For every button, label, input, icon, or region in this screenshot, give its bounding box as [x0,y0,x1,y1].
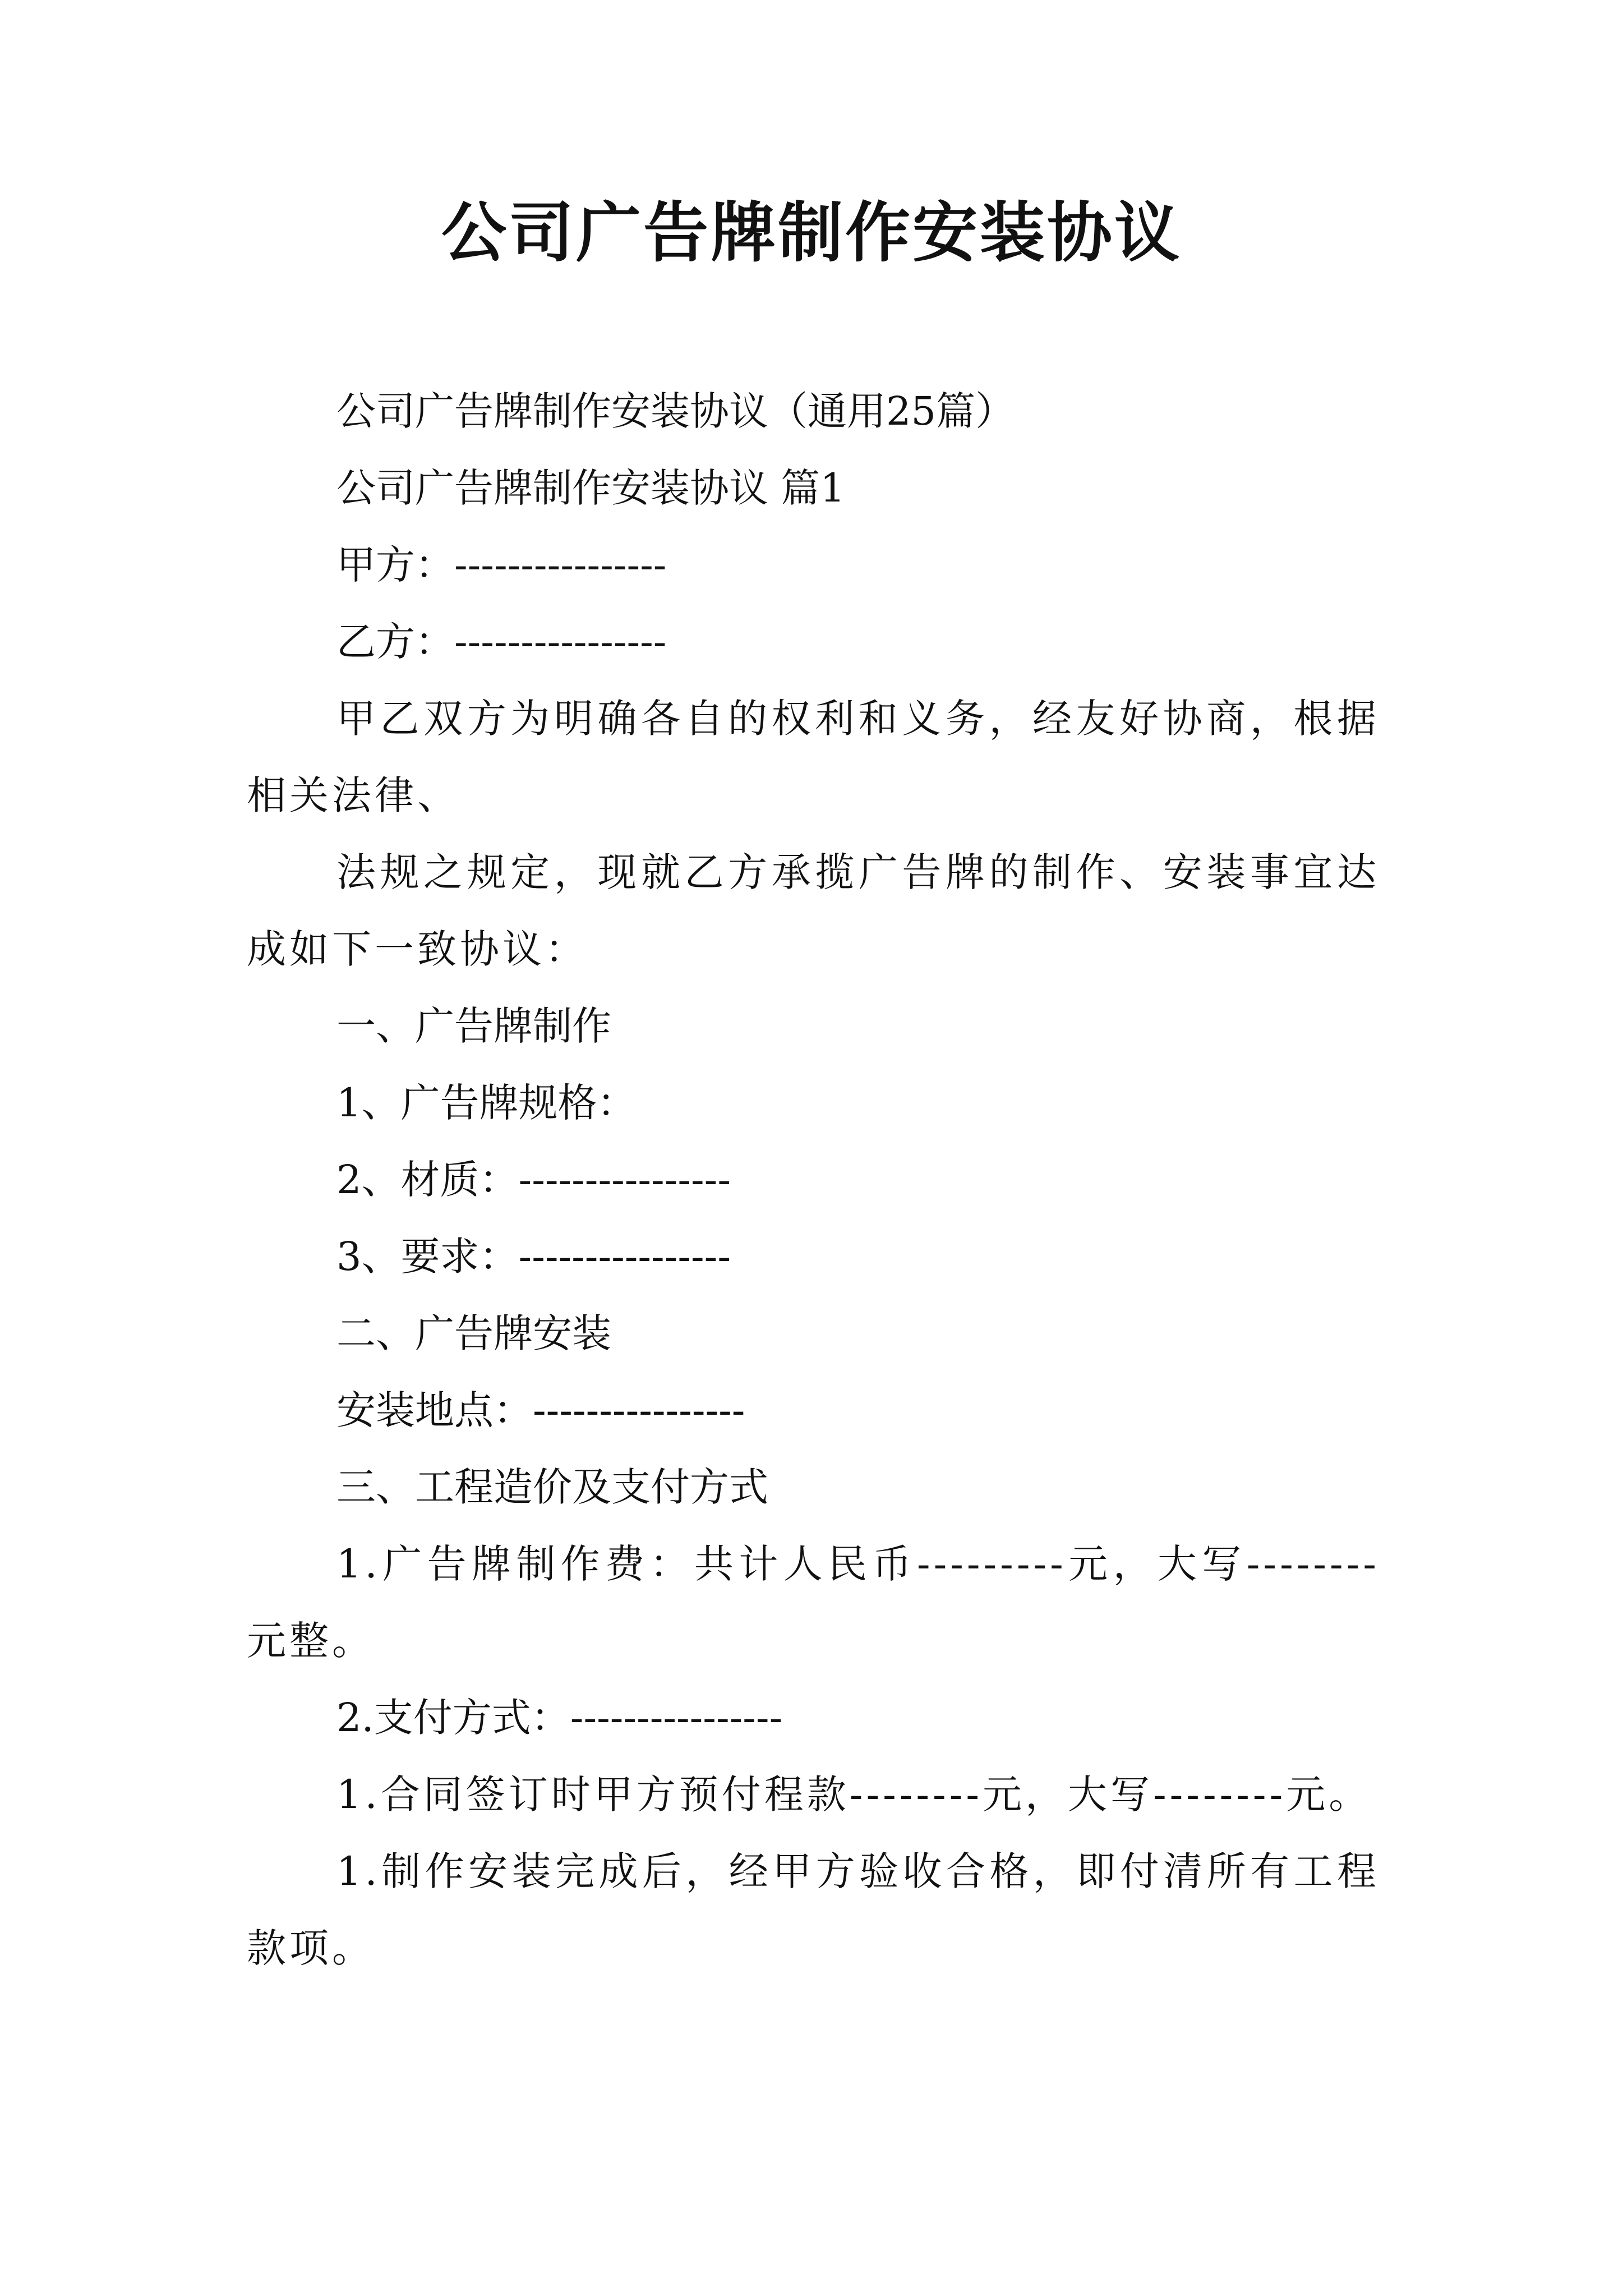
paragraph-requirements: 3、要求：---------------- [336,1234,731,1280]
paragraph-heading-payment: 三、工程造价及支付方式 [336,1464,768,1510]
paragraph-heading-installation: 二、广告牌安装 [336,1310,611,1356]
paragraph-prepayment: 1.合同签订时甲方预付程款--------元，大写--------元。 [336,1772,1372,1818]
document-body [247,373,1380,1987]
paragraph-payment-method: 2.支付方式：---------------- [336,1695,783,1741]
paragraph-heading-production: 一、广告牌制作 [336,1003,611,1049]
document-title: 公司广告牌制作安装协议 [441,195,1182,271]
paragraph-intro: 甲乙双方为明确各自的权利和义务，经友好协商，根据相关法律、 [247,696,1380,818]
paragraph-material: 2、材质：---------------- [336,1157,731,1203]
paragraph-production-fee: 1.广告牌制作费：共计人民币---------元，大写--------元整。 [247,1541,1380,1664]
paragraph-location: 安装地点：---------------- [336,1387,745,1433]
paragraph-subtitle: 公司广告牌制作安装协议（通用25篇） [336,388,1015,434]
paragraph-party-a: 甲方：---------------- [336,542,667,588]
paragraph-agreement: 法规之规定，现就乙方承揽广告牌的制作、安装事宜达成如下一致协议： [247,849,1380,972]
paragraph-spec: 1、广告牌规格： [336,1080,637,1126]
paragraph-section-heading: 公司广告牌制作安装协议 篇1 [336,465,845,511]
paragraph-final-payment: 1.制作安装完成后，经甲方验收合格，即付清所有工程款项。 [247,1848,1380,1971]
paragraph-party-b: 乙方：---------------- [336,619,667,665]
